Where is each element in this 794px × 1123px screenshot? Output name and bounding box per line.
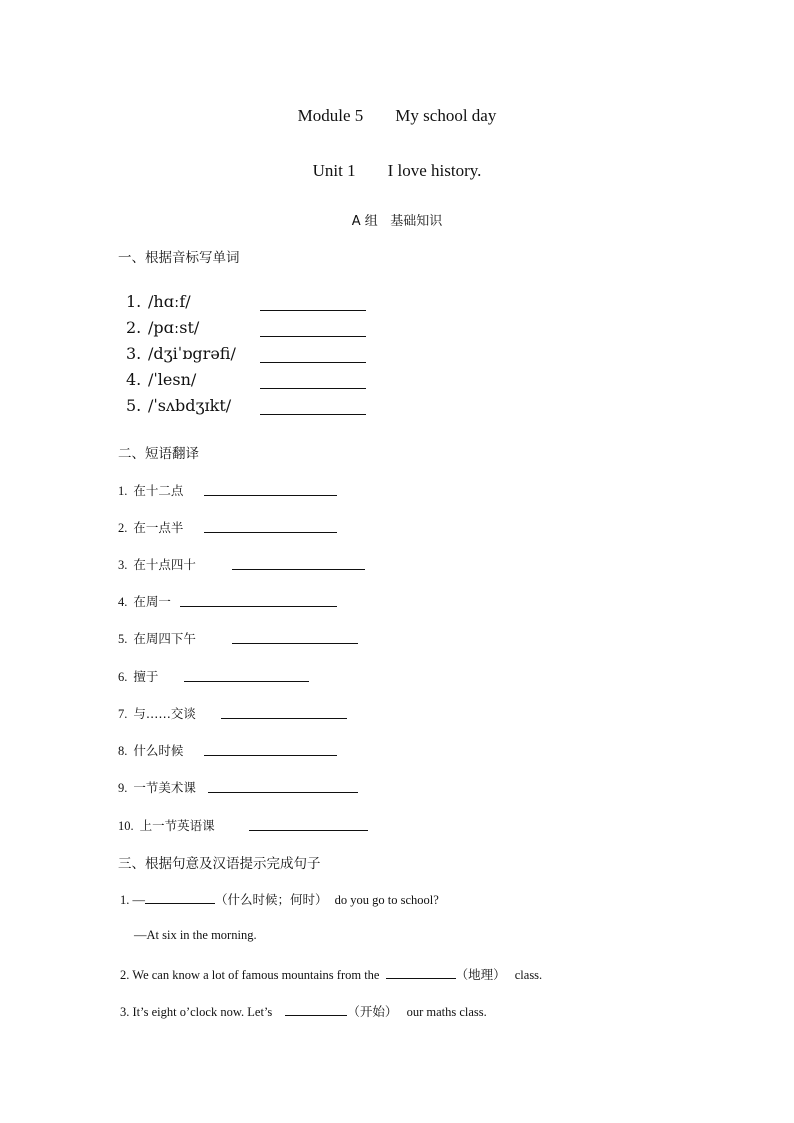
answer-blank[interactable]: [260, 336, 366, 337]
answer-blank[interactable]: [260, 388, 366, 389]
answer-blank[interactable]: [386, 967, 456, 979]
hint-text: （地理）: [455, 967, 506, 982]
item-number: 7.: [118, 707, 128, 721]
unit-title: [0, 161, 794, 181]
phrase-text: 与……交谈: [133, 706, 196, 721]
phrase-text: 在一点半: [133, 520, 184, 535]
phonetic-item: [126, 370, 196, 389]
phonetic-item: [126, 396, 231, 415]
phrase-item: [118, 741, 183, 759]
phrase-text: 在十点四十: [133, 557, 196, 572]
item-number: 6.: [118, 670, 128, 684]
phrase-text: 上一节英语课: [139, 818, 215, 833]
phonetic-text: /pɑːst/: [148, 318, 200, 337]
phrase-text: 一节美术课: [133, 780, 196, 795]
phrase-item: [118, 778, 196, 796]
sentence-2: [120, 965, 542, 983]
answer-blank[interactable]: [184, 681, 309, 682]
phrase-item: [118, 555, 196, 573]
section3-heading: 三、根据句意及汉语提示完成句子: [118, 856, 321, 872]
phrase-item: [118, 592, 171, 610]
phonetic-item: [126, 292, 191, 311]
module-label: Module 5: [297, 106, 364, 125]
phrase-item: [118, 518, 183, 536]
phrase-item: [118, 667, 158, 685]
module-title: [0, 106, 794, 126]
phonetic-item: [126, 318, 199, 337]
sentence-1-answer: —At six in the morning.: [134, 928, 257, 942]
phrase-text: 在十二点: [133, 483, 184, 498]
answer-blank[interactable]: [221, 718, 347, 719]
sentence-text: 3. It’s eight o’clock now. Let’s: [120, 1005, 273, 1019]
sentence-text: our maths class.: [406, 1005, 487, 1019]
phrase-item: [118, 629, 196, 647]
unit-name: I love history.: [387, 161, 482, 180]
sentence-1: [120, 890, 439, 908]
answer-blank[interactable]: [204, 495, 337, 496]
phonetic-item: [126, 344, 236, 363]
item-number: 9.: [118, 781, 128, 795]
sentence-3: [120, 1002, 487, 1020]
phrase-text: 在周四下午: [133, 631, 196, 646]
phrase-text: 擅于: [133, 669, 159, 684]
answer-blank[interactable]: [145, 892, 215, 904]
sentence-text: class.: [514, 968, 543, 982]
item-number: 5.: [126, 396, 142, 415]
group-heading: A 组 基础知识: [351, 214, 443, 229]
answer-blank[interactable]: [260, 362, 366, 363]
sentence-text: do you go to school?: [334, 893, 439, 907]
phrase-text: 什么时候: [133, 743, 184, 758]
module-name: My school day: [395, 106, 497, 125]
answer-blank[interactable]: [204, 755, 337, 756]
phrase-text: 在周一: [133, 594, 171, 609]
answer-blank[interactable]: [180, 606, 337, 607]
item-number: 1.: [118, 484, 128, 498]
phrase-item: [118, 481, 183, 499]
phrase-item: [118, 704, 196, 722]
section2-heading: 二、短语翻译: [118, 446, 199, 462]
answer-blank[interactable]: [232, 643, 358, 644]
sentence-text: 2. We can know a lot of famous mountains from the: [120, 968, 380, 982]
item-number: 2.: [118, 521, 128, 535]
item-number: 1.: [126, 292, 142, 311]
hint-text: （开始）: [347, 1004, 398, 1019]
phonetic-text: /ˈlesn/: [148, 370, 197, 389]
item-number: 3.: [118, 558, 128, 572]
answer-blank[interactable]: [208, 792, 358, 793]
item-number: 8.: [118, 744, 128, 758]
answer-blank[interactable]: [260, 310, 366, 311]
item-number: 3.: [126, 344, 142, 363]
item-number: 2.: [126, 318, 142, 337]
item-number: 5.: [118, 632, 128, 646]
phrase-item: [118, 816, 215, 834]
item-number: 4.: [118, 595, 128, 609]
phonetic-text: /dʒiˈɒgrəfi/: [148, 344, 236, 363]
phonetic-text: /hɑːf/: [148, 292, 191, 311]
answer-blank[interactable]: [232, 569, 365, 570]
phonetic-text: /ˈsʌbdʒɪkt/: [148, 396, 232, 415]
item-number: 10.: [118, 819, 134, 833]
item-number: 4.: [126, 370, 142, 389]
answer-blank[interactable]: [249, 830, 368, 831]
unit-label: Unit 1: [312, 161, 356, 180]
section1-heading: 一、根据音标写单词: [118, 250, 240, 266]
sentence-text: 1. —: [120, 893, 145, 907]
hint-text: （什么时候；何时）: [215, 892, 328, 907]
answer-blank[interactable]: [260, 414, 366, 415]
answer-blank[interactable]: [204, 532, 337, 533]
answer-blank[interactable]: [285, 1004, 347, 1016]
